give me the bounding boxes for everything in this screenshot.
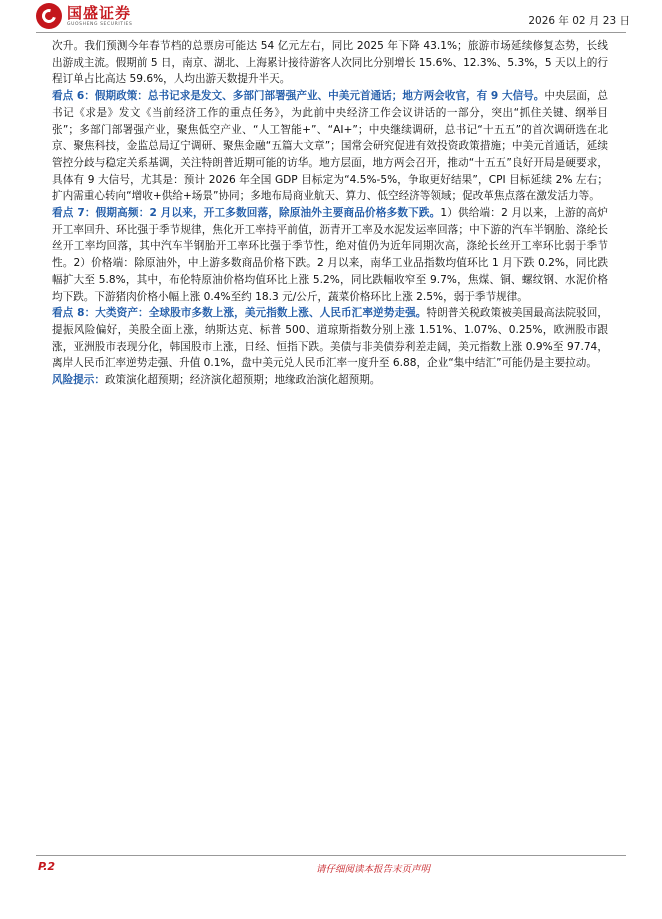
- point-heading: 看点 8：大类资产：全球股市多数上涨，美元指数上涨、人民币汇率逆势走强。: [52, 307, 427, 320]
- paragraph-text: 次升。我们预测今年春节档的总票房可能达 54 亿元左右，同比 2025 年下降 43.1%；旅游市场延续修复态势，长线出游成主流。假期前 5 日，南京、湖北、上海累计接待游客人次同比分别增长 15.6%、12.3%、5.3%，5 天以上的行程订单占比高达 59.6%，人均出游天数提升半天。: [52, 40, 608, 86]
- paragraph-point-8: [52, 305, 608, 372]
- paragraph-text: 特朗普关税政策被美国最高法院驳回，提振风险偏好，美股全面上涨，纳斯达克、标普 500、道琼斯指数分别上涨 1.51%、1.07%、0.25%，欧洲股市跟涨，亚洲股市表现分化，韩国股市上涨，日经、恒指下跌。美债与非美债券利差走阔，美元指数上涨 0.9%至 97.74，离岸人民币汇率逆势走强、升值 0.1%，盘中美元兑人民币汇率一度升至 6.88，企业“集中结汇”可能仍是主要拉动。: [52, 307, 608, 370]
- paragraph-text: 1）供给端：2 月以来，上游的高炉开工率回升、环比强于季节规律，焦化开工率持平前值，沥青开工率及水泥发运率回落；中下游的汽车半钢胎、涤纶长丝开工率均回落，其中汽车半钢胎开工率环比强于季节性，绝对值仍为近年同期次高，涤纶长丝开工率环比弱于季节性。2）价格端：除原油外，中上游多数商品价格下跌。2 月以来，南华工业品指数均值环比 1 月下跌 0.2%，同比跌幅扩大至 5.8%，其中，布伦特原油价格均值环比上涨 5.2%，同比跌幅收窄至 9.7%，焦煤、铜、螺纹钢、水泥价格均下跌。下游猪肉价格小幅上涨 0.4%至约 18.3 元/公斤，蔬菜价格环比上涨 2.5%，弱于季节规律。: [52, 207, 608, 303]
- header-divider: [36, 32, 626, 33]
- risk-warning: [52, 372, 608, 389]
- risk-text: 政策演化超预期；经济演化超预期；地缘政治演化超预期。: [104, 374, 381, 387]
- company-logo: [36, 3, 132, 29]
- risk-label: 风险提示：: [52, 374, 105, 387]
- logo-name-en: GUOSHENG SECURITIES: [67, 21, 133, 27]
- logo-name-cn: 国盛证券: [67, 3, 132, 22]
- point-heading: 看点 7：假期高频：2 月以来，开工多数回落，除原油外主要商品价格多数下跌。: [52, 207, 441, 220]
- report-body: [52, 38, 608, 389]
- paragraph-text: 中央层面，总书记《求是》发文《当前经济工作的重点任务》，为此前中央经济工作会议讲话的一部分，突出“抓住关键、纲举目张”；多部门部署强产业，聚焦低空产业、“人工智能+”、“AI+”；中央继续调研，总书记“十五五”的首次调研选在北京、聚焦科技，金监总局辽宁调研、聚焦金融“五篇大文章”；国常会研究促进有效投资政策措施；中美元首通话，延续管控分歧与稳定关系基调，关注特朗普近期可能的访华。地方层面，地方两会召开，推动“十五五”良好开局是硬要求，具体有 9 大信号，尤其是：预计 2026 年全国 GDP 目标定为“4.5%-5%，争取更好结果”，CPI 目标延续 2% 左右；扩内需重心转向“增收+供给+场景”协同；多地布局商业航天、算力、低空经济等领域；促改革焦点落在激发活力等。: [52, 90, 608, 203]
- footer-divider: [36, 855, 626, 856]
- page-header: [0, 0, 662, 34]
- logo-icon: [36, 3, 62, 29]
- report-date: 2026 年 02 月 23 日: [528, 15, 630, 27]
- paragraph-point-7: [52, 205, 608, 305]
- paragraph-point-6: [52, 88, 608, 205]
- point-heading: 看点 6：假期政策：总书记求是发文、多部门部署强产业、中美元首通话；地方两会收官，有 9 大信号。: [52, 90, 545, 103]
- paragraph-continued: [52, 38, 608, 88]
- page-number: P.2: [38, 860, 56, 873]
- footer-disclaimer: 请仔细阅读本报告末页声明: [315, 864, 430, 875]
